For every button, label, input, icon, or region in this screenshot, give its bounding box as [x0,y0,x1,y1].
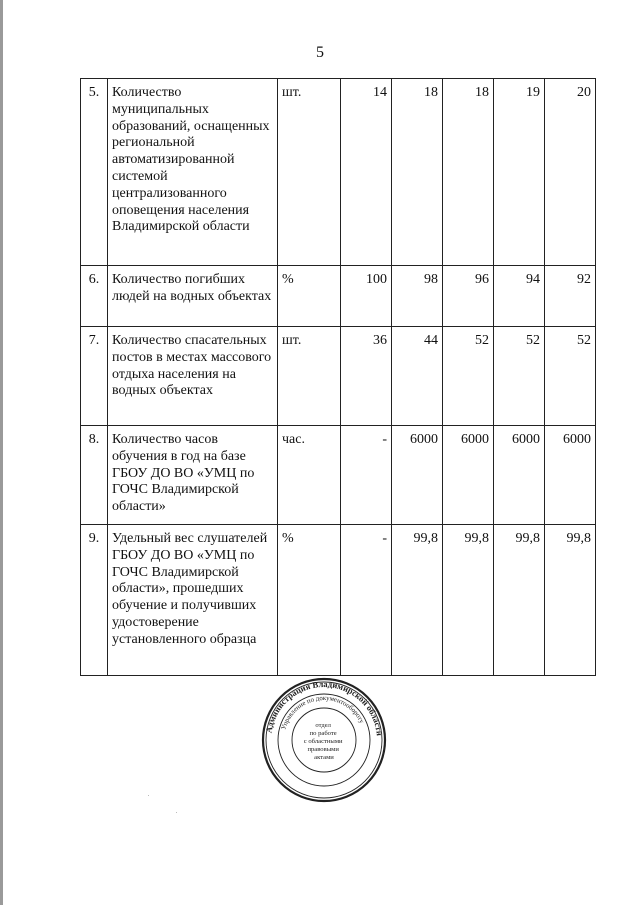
indicator-name: Количество погибших людей на водных объектах [108,266,278,327]
row-number: 6. [81,266,108,327]
indicator-name: Количество часов обучения в год на базе ГБОУ ДО ВО «УМЦ по ГОЧС Владимирской области» [108,426,278,525]
value-cell: 52 [545,327,596,426]
unit-cell: шт. [278,327,341,426]
value-cell: 94 [494,266,545,327]
indicator-name: Количество муниципальных образований, оснащенных региональной автоматизированной системой централизованного оповещения населения Владимирской области [108,79,278,266]
scan-speck [148,795,149,796]
unit-cell: % [278,525,341,676]
official-stamp [261,677,387,803]
unit-cell: час. [278,426,341,525]
value-cell: - [341,525,392,676]
value-cell: 96 [443,266,494,327]
row-number: 7. [81,327,108,426]
value-cell: 20 [545,79,596,266]
value-cell: 6000 [443,426,494,525]
indicator-name: Удельный вес слушателей ГБОУ ДО ВО «УМЦ по ГОЧС Владимирской области», прошедших обучение и получивших удостоверение установленного образца [108,525,278,676]
value-cell: 6000 [392,426,443,525]
table-row [81,426,596,525]
unit-cell: шт. [278,79,341,266]
row-number: 9. [81,525,108,676]
table-row [81,525,596,676]
page-left-edge [0,0,3,905]
value-cell: 98 [392,266,443,327]
value-cell: 99,8 [545,525,596,676]
value-cell: 6000 [494,426,545,525]
value-cell: 100 [341,266,392,327]
scan-speck [176,812,177,813]
value-cell: 99,8 [392,525,443,676]
stamp-inner-text: Управление по документообороту [280,694,366,731]
table-row [81,79,596,266]
stamp-center-text: отдел по работе с областными правовыми актами [303,722,343,761]
row-number: 8. [81,426,108,525]
table-row [81,327,596,426]
indicators-table [80,78,596,676]
value-cell: 19 [494,79,545,266]
value-cell: 92 [545,266,596,327]
indicator-name: Количество спасательных постов в местах массового отдыха населения на водных объектах [108,327,278,426]
value-cell: 14 [341,79,392,266]
value-cell: 36 [341,327,392,426]
value-cell: 6000 [545,426,596,525]
value-cell: 99,8 [494,525,545,676]
table-row [81,266,596,327]
value-cell: 52 [443,327,494,426]
value-cell: 18 [443,79,494,266]
row-number: 5. [81,79,108,266]
stamp-outer-text: Администрация Владимирской области [263,678,385,737]
value-cell: - [341,426,392,525]
unit-cell: % [278,266,341,327]
value-cell: 18 [392,79,443,266]
value-cell: 99,8 [443,525,494,676]
page-number: 5 [316,44,324,61]
value-cell: 52 [494,327,545,426]
value-cell: 44 [392,327,443,426]
